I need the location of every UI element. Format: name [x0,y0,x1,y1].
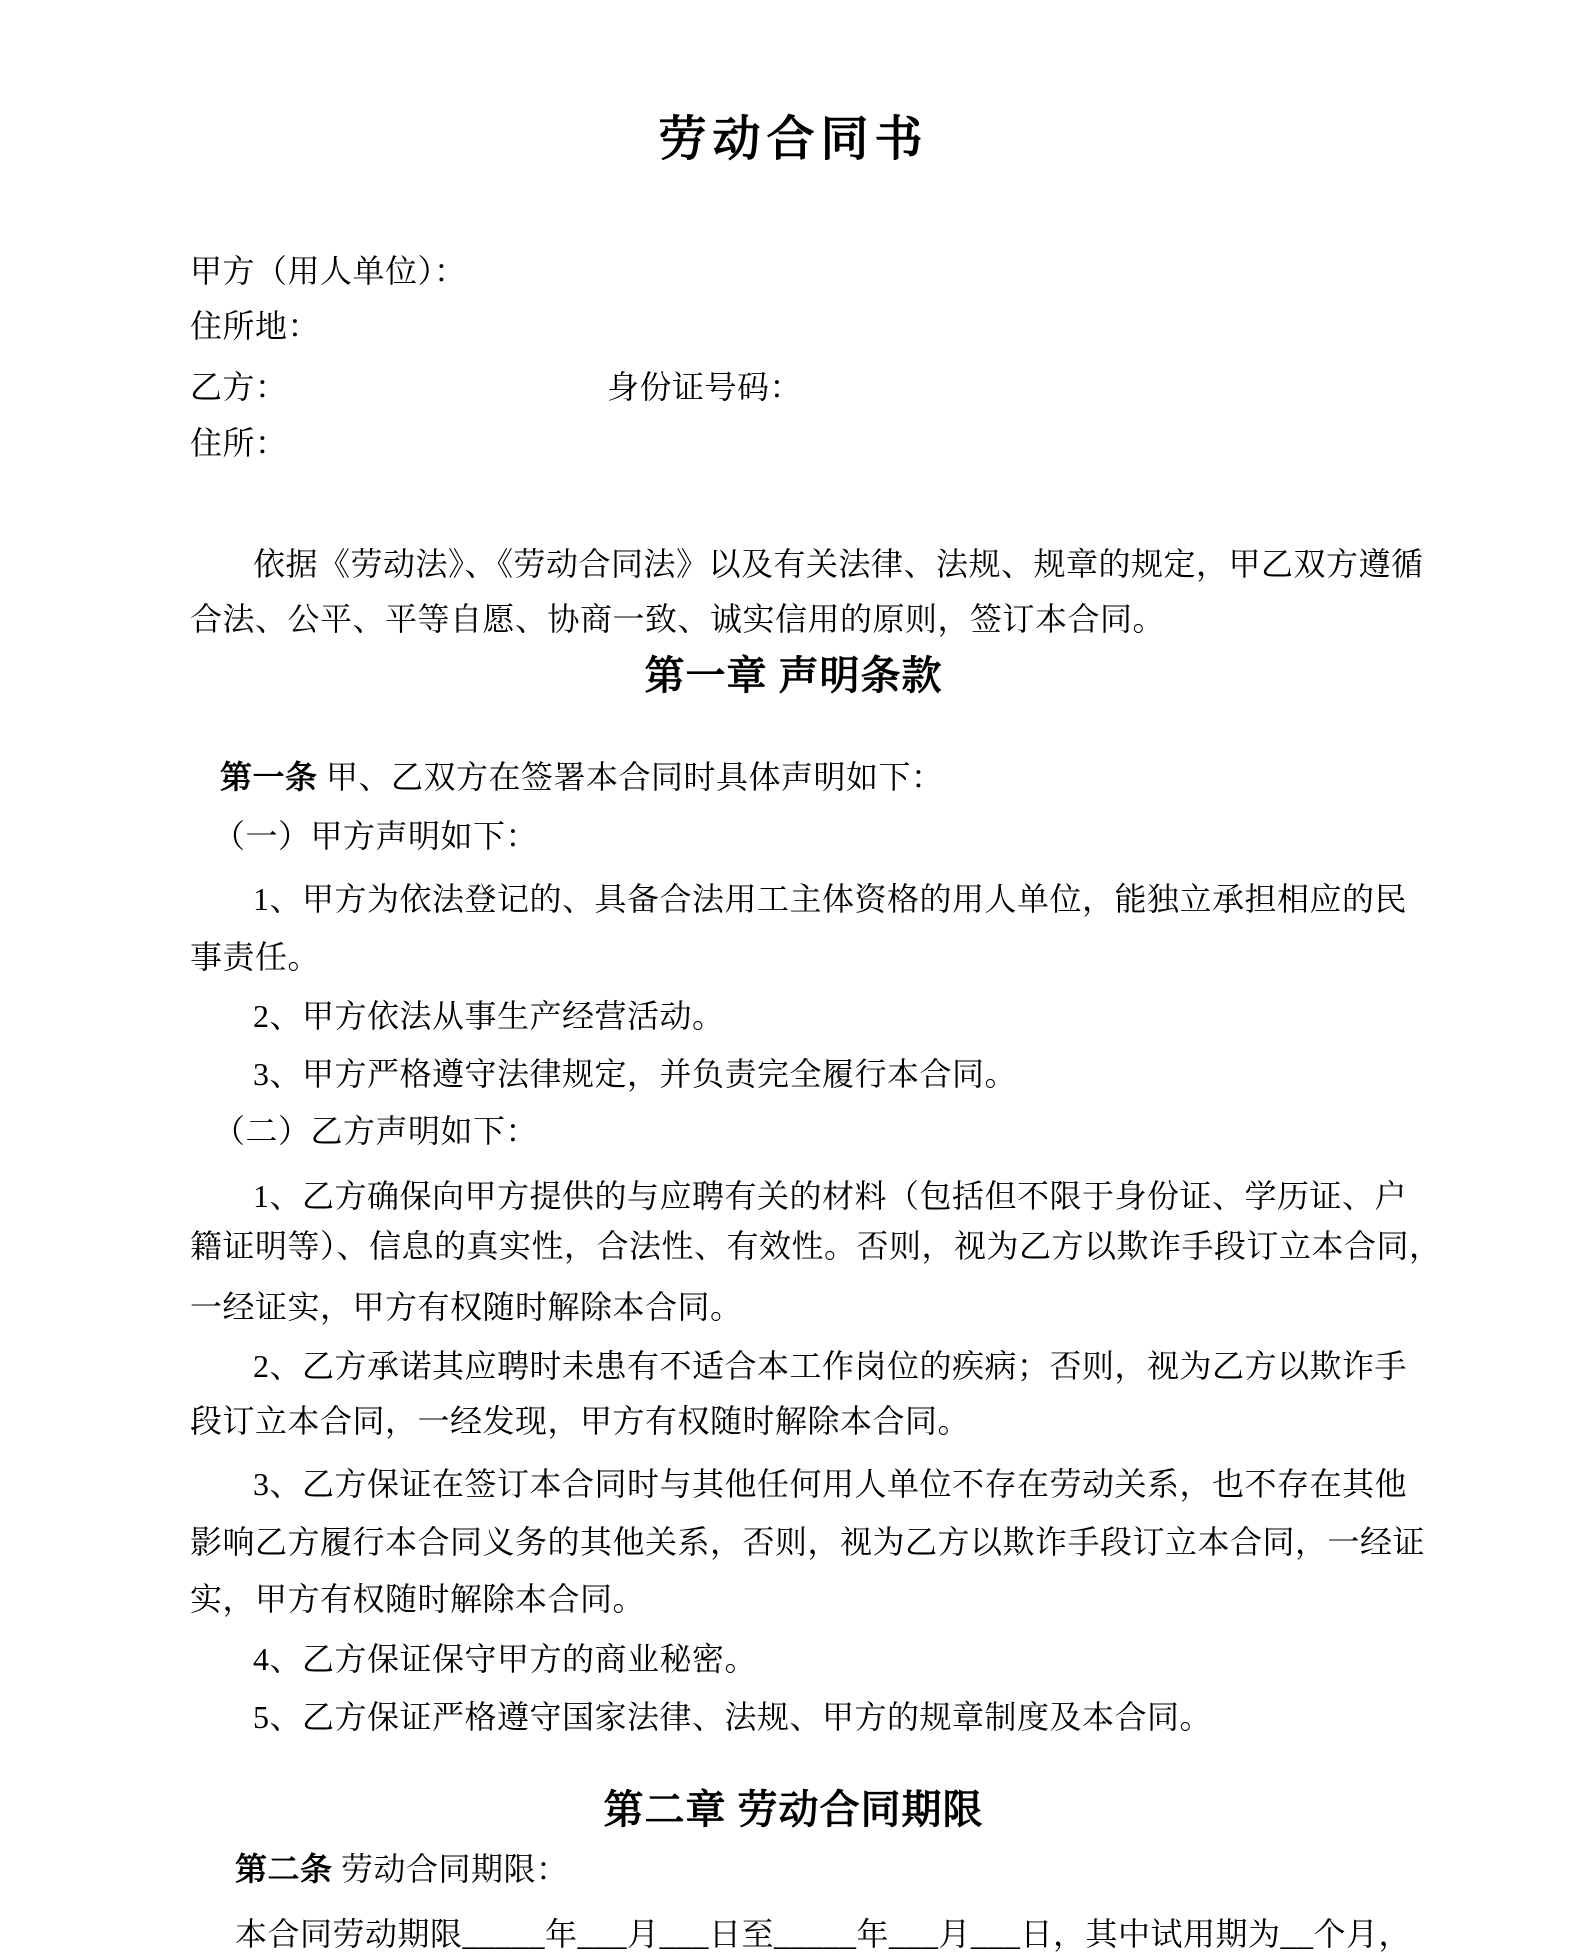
article-2-label: 第二条 [235,1851,333,1887]
clause-b4: 4、乙方保证保守甲方的商业秘密。 [253,1641,758,1677]
clause-b3-line2: 影响乙方履行本合同义务的其他关系，否则，视为乙方以欺诈手段订立本合同，一经证 [190,1524,1426,1560]
article-2-line [235,1850,569,1888]
preamble-line-1: 依据《劳动法》、《劳动合同法》以及有关法律、法规、规章的规定，甲乙双方遵循 [253,546,1424,582]
party-b-address-label: 住所： [190,425,288,461]
chapter-1-heading: 第一章 声明条款 [644,653,943,698]
contract-title: 劳动合同书 [658,113,929,166]
id-number-label: 身份证号码： [607,369,803,405]
clause-b1-line1: 1、乙方确保向甲方提供的与应聘有关的材料（包括但不限于身份证、学历证、户 [253,1178,1408,1214]
party-a-label: 甲方（用人单位）： [190,253,467,289]
article-2-text: 劳动合同期限： [332,1851,569,1887]
party-b-label: 乙方： [190,369,288,405]
clause-b2-line2: 段订立本合同，一经发现，甲方有权随时解除本合同。 [190,1403,971,1439]
clause-b1-line2: 籍证明等）、信息的真实性，合法性、有效性。否则，视为乙方以欺诈手段订立本合同， [190,1228,1442,1264]
clause-b5: 5、乙方保证严格遵守国家法律、法规、甲方的规章制度及本合同。 [253,1699,1213,1735]
clause-b3-line3: 实，甲方有权随时解除本合同。 [190,1581,646,1617]
clause-a1-line2: 事责任。 [190,939,321,975]
article-1-label: 第一条 [220,759,318,795]
party-a-address-label: 住所地： [190,308,321,344]
preamble-line-2: 合法、公平、平等自愿、协商一致、诚实信用的原则，签订本合同。 [190,601,1166,637]
section-a-heading: （一）甲方声明如下： [213,818,539,854]
article-1-text: 甲、乙双方在签署本合同时具体声明如下： [317,759,944,795]
article-1-line [220,758,944,796]
chapter-2-heading: 第二章 劳动合同期限 [603,1787,984,1832]
clause-a3: 3、甲方严格遵守法律规定，并负责完全履行本合同。 [253,1056,1018,1092]
clause-b1-line3: 一经证实，甲方有权随时解除本合同。 [190,1289,743,1325]
clause-a2: 2、甲方依法从事生产经营活动。 [253,998,725,1034]
section-b-heading: （二）乙方声明如下： [213,1113,539,1149]
contract-duration-line: 本合同劳动期限_____年___月___日至_____年___月___日，其中试用期为__个月， [235,1916,1412,1952]
clause-a1-line1: 1、甲方为依法登记的、具备合法用工主体资格的用人单位，能独立承担相应的民 [253,881,1408,917]
party-b-row [190,368,803,406]
clause-b2-line1: 2、乙方承诺其应聘时未患有不适合本工作岗位的疾病；否则，视为乙方以欺诈手 [253,1348,1408,1384]
clause-b3-line1: 3、乙方保证在签订本合同时与其他任何用人单位不存在劳动关系，也不存在其他 [253,1466,1408,1502]
